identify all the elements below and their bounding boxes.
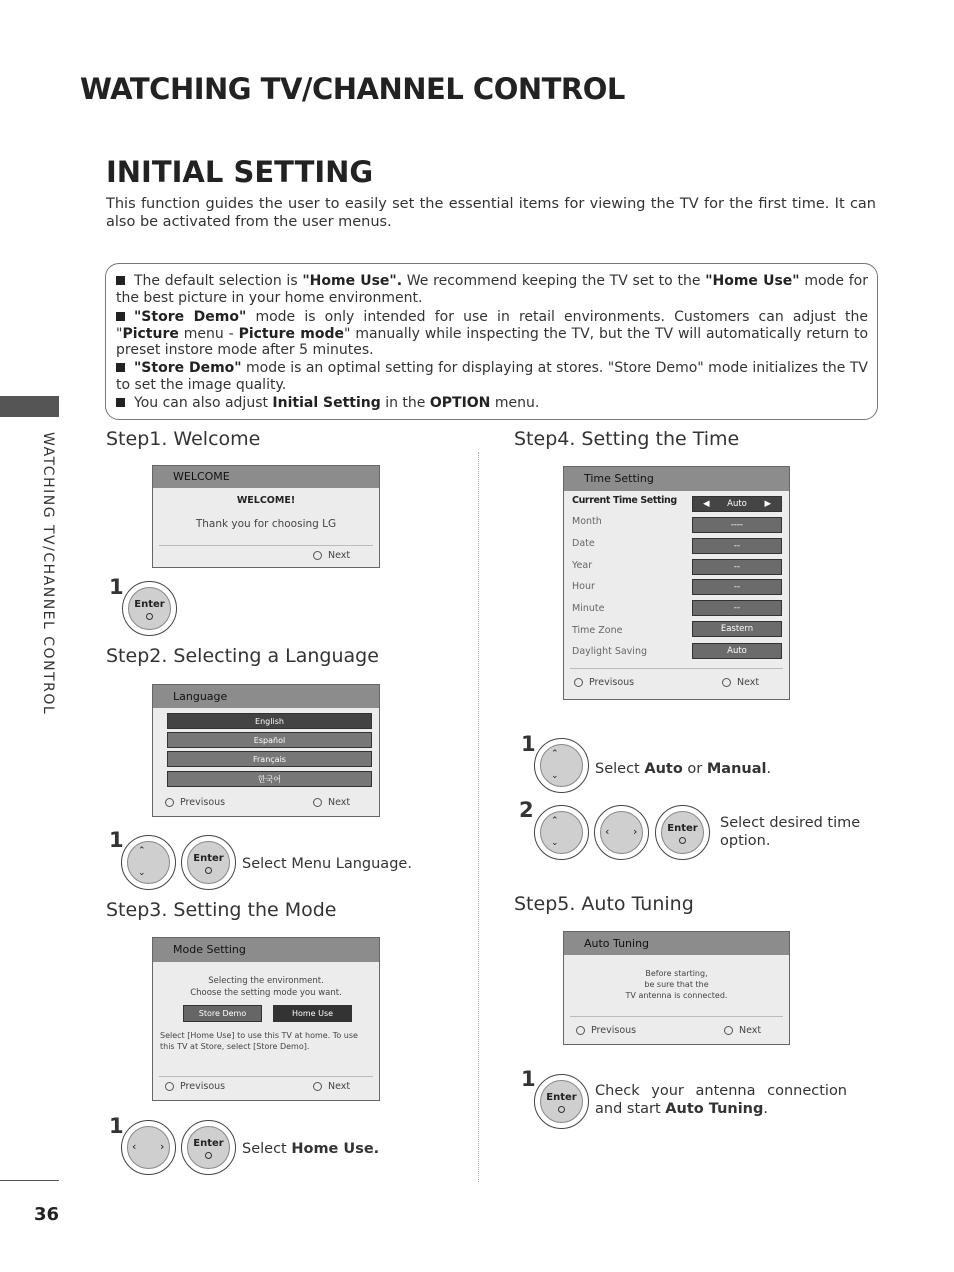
- ok-icon: [724, 1026, 733, 1035]
- sidebar-label: WATCHING TV/CHANNEL CONTROL: [40, 432, 56, 716]
- ok-icon: [205, 867, 212, 874]
- mode-setting-screen: [152, 937, 380, 1101]
- chevron-left-icon: ‹: [132, 1140, 137, 1153]
- time-row-label: Daylight Saving: [572, 646, 647, 657]
- language-option[interactable]: English: [167, 713, 372, 729]
- note-2: "Store Demo" mode is only intended for use in retail environments. Customers can adjust the "Picture menu - Picture mode" manually while inspecting the TV, but the TV will automatically return to preset instore mode after 5 minutes.: [116, 309, 869, 358]
- time-row-label: Minute: [572, 603, 605, 614]
- ok-icon: [313, 1082, 322, 1091]
- welcome-heading: WELCOME!: [236, 495, 296, 506]
- welcome-message: Thank you for choosing LG: [195, 518, 337, 530]
- screen-title: Mode Setting: [153, 938, 379, 962]
- next-hint: Next: [722, 677, 759, 688]
- time-setting-screen: [563, 466, 790, 700]
- enter-button: Enter: [655, 805, 710, 860]
- enter-button: Enter: [181, 1120, 236, 1175]
- time-row-value[interactable]: --: [692, 559, 782, 575]
- step5-title: Step5. Auto Tuning: [514, 893, 694, 915]
- screen-title: Time Setting: [564, 467, 789, 491]
- screen-footer-line: [159, 1076, 373, 1077]
- bullet-icon: [116, 398, 125, 407]
- page-number: 36: [34, 1204, 60, 1225]
- previous-hint: Previsous: [574, 677, 634, 688]
- language-option[interactable]: 한국어: [167, 771, 372, 787]
- mode-line2: Choose the setting mode you want.: [190, 988, 342, 998]
- language-option[interactable]: Español: [167, 732, 372, 748]
- enter-button: Enter: [122, 581, 177, 636]
- back-icon: [165, 798, 174, 807]
- ok-icon: [313, 798, 322, 807]
- step5-caption: Check your antenna connection and start Auto Tuning.: [595, 1083, 847, 1117]
- sidebar-divider: [0, 1180, 59, 1181]
- page-header: WATCHING TV/CHANNEL CONTROL: [80, 72, 625, 106]
- screen-footer-line: [570, 668, 783, 669]
- screen-title: Language: [153, 685, 379, 708]
- step4-caption2: Select desired time option.: [720, 815, 861, 849]
- nav-up-down-button: [534, 805, 589, 860]
- ok-icon: [146, 613, 153, 620]
- chevron-up-icon: ⌃: [138, 846, 146, 856]
- time-row-value[interactable]: Eastern: [692, 621, 782, 637]
- tuning-line3: TV antenna is connected.: [625, 991, 728, 1000]
- screen-footer-line: [570, 1016, 783, 1017]
- chevron-right-icon: ›: [160, 1140, 165, 1153]
- nav-up-down-button: [121, 835, 176, 890]
- chevron-up-icon: ⌃: [551, 816, 559, 826]
- next-hint: Next: [313, 550, 350, 561]
- step1-num: 1: [109, 575, 124, 599]
- screen-title: Auto Tuning: [564, 932, 789, 955]
- language-option[interactable]: Français: [167, 751, 372, 767]
- step3-title: Step3. Setting the Mode: [106, 899, 337, 921]
- auto-tuning-screen: [563, 931, 790, 1045]
- previous-hint: Previsous: [165, 797, 225, 808]
- store-demo-button[interactable]: Store Demo: [183, 1005, 262, 1022]
- tuning-line2: be sure that the: [644, 980, 709, 989]
- step2-caption: Select Menu Language.: [242, 856, 412, 872]
- step4-title: Step4. Setting the Time: [514, 428, 740, 450]
- chevron-up-icon: ⌃: [551, 749, 559, 759]
- welcome-screen: [152, 465, 380, 568]
- bullet-icon: [116, 363, 125, 372]
- next-hint: Next: [724, 1025, 761, 1036]
- previous-hint: Previsous: [165, 1081, 225, 1092]
- intro-text: This function guides the user to easily set the essential items for viewing the TV for the first time. It can also be activated from the user menus.: [106, 196, 876, 230]
- step4-num1: 1: [521, 732, 536, 756]
- step3-num: 1: [109, 1114, 124, 1138]
- step1-title: Step1. Welcome: [106, 428, 261, 450]
- time-row-value[interactable]: --: [692, 600, 782, 616]
- note-4: You can also adjust Initial Setting in the OPTION menu.: [116, 395, 868, 412]
- mode-line1: Selecting the environment.: [208, 976, 324, 986]
- mode-description: Select [Home Use] to use this TV at home. To use this TV at Store, select [Store Demo].: [160, 1031, 358, 1051]
- note-1: The default selection is "Home Use". We recommend keeping the TV set to the "Home Use" mode for the best picture in your home environment.: [116, 273, 869, 306]
- step4-caption1: Select Auto or Manual.: [595, 761, 772, 777]
- chevron-down-icon: ⌄: [138, 868, 146, 878]
- enter-button: Enter: [534, 1074, 589, 1129]
- ok-icon: [558, 1106, 565, 1113]
- step2-num: 1: [109, 828, 124, 852]
- time-row-value[interactable]: --: [692, 538, 782, 554]
- step4-num2: 2: [519, 798, 534, 822]
- ok-icon: [679, 837, 686, 844]
- back-icon: [574, 678, 583, 687]
- chevron-down-icon: ⌄: [551, 771, 559, 781]
- column-divider: [478, 452, 479, 1182]
- back-icon: [165, 1082, 174, 1091]
- tuning-line1: Before starting,: [645, 969, 708, 978]
- step5-num: 1: [521, 1067, 536, 1091]
- time-row-value[interactable]: ----: [692, 517, 782, 533]
- section-title: INITIAL SETTING: [106, 155, 374, 189]
- screen-title: WELCOME: [153, 466, 379, 488]
- enter-button: Enter: [181, 835, 236, 890]
- chevron-down-icon: ⌄: [551, 838, 559, 848]
- time-row-value[interactable]: Auto: [692, 643, 782, 659]
- nav-left-right-button: [594, 805, 649, 860]
- ok-icon: [313, 551, 322, 560]
- step3-caption: Select Home Use.: [242, 1141, 380, 1157]
- previous-hint: Previsous: [576, 1025, 636, 1036]
- notes-box: [105, 263, 878, 420]
- time-row-label: Hour: [572, 581, 595, 592]
- time-row-label: Year: [572, 560, 593, 571]
- chevron-left-icon: ‹: [605, 825, 610, 838]
- note-3: "Store Demo" mode is an optimal setting for displaying at stores. "Store Demo" mode initializes the TV to set the image quality.: [116, 360, 868, 393]
- next-hint: Next: [313, 797, 350, 808]
- nav-up-down-button: [534, 738, 589, 793]
- bullet-icon: [116, 276, 125, 285]
- ok-icon: [205, 1152, 212, 1159]
- arrow-right-icon: ▶: [764, 499, 771, 509]
- time-row-label: Time Zone: [572, 625, 623, 636]
- arrow-left-icon: ◀: [703, 499, 710, 509]
- language-screen: [152, 684, 380, 817]
- chevron-right-icon: ›: [633, 825, 638, 838]
- step2-title: Step2. Selecting a Language: [106, 645, 379, 667]
- nav-left-right-button: [121, 1120, 176, 1175]
- current-time-setting-select[interactable]: ◀ Auto ▶: [692, 496, 782, 512]
- ok-icon: [722, 678, 731, 687]
- back-icon: [576, 1026, 585, 1035]
- time-row-label: Month: [572, 516, 602, 527]
- bullet-icon: [116, 312, 125, 321]
- sidebar-tab-marker: [0, 396, 59, 417]
- home-use-button[interactable]: Home Use: [273, 1005, 352, 1022]
- screen-footer-line: [159, 545, 373, 546]
- time-row-label: Date: [572, 538, 595, 549]
- time-row-value[interactable]: --: [692, 579, 782, 595]
- next-hint: Next: [313, 1081, 350, 1092]
- time-row-label: Current Time Setting: [572, 495, 677, 506]
